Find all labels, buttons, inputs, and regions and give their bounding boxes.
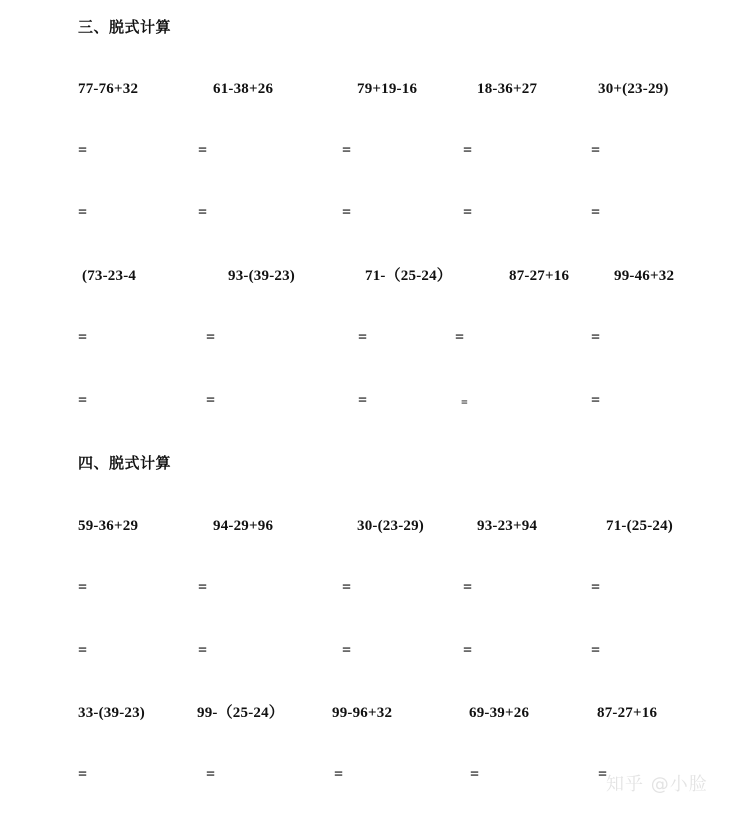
equals-sign: = xyxy=(198,142,208,159)
expression: 18-36+27 xyxy=(477,81,538,97)
equals-sign: = xyxy=(591,579,601,596)
expression: 93-23+94 xyxy=(477,518,538,534)
equals-sign: = xyxy=(78,392,88,409)
equals-sign: = xyxy=(78,204,88,221)
equals-sign: = xyxy=(206,766,216,783)
expression: 94-29+96 xyxy=(213,518,274,534)
equals-sign: = xyxy=(206,329,216,346)
equals-sign: = xyxy=(78,142,88,159)
expression: 59-36+29 xyxy=(78,518,139,534)
expression: 33-(39-23) xyxy=(78,705,145,721)
expression: 30+(23-29) xyxy=(598,81,669,97)
expression: 71-（25-24） xyxy=(365,268,452,284)
section-heading-3: 三、脱式计算 xyxy=(78,20,172,36)
expression: 93-(39-23) xyxy=(228,268,295,284)
expression: 99-46+32 xyxy=(614,268,675,284)
equals-sign: = xyxy=(78,642,88,659)
equals-sign: = xyxy=(78,329,88,346)
equals-sign: = xyxy=(463,204,473,221)
equals-sign: = xyxy=(358,392,368,409)
equals-sign: = xyxy=(591,642,601,659)
expression: 71-(25-24) xyxy=(606,518,673,534)
equals-sign: = xyxy=(463,142,473,159)
equals-sign: = xyxy=(342,204,352,221)
expression: 87-27+16 xyxy=(509,268,570,284)
equals-sign: = xyxy=(591,204,601,221)
expression: 87-27+16 xyxy=(597,705,658,721)
equals-sign: = xyxy=(342,642,352,659)
equals-sign: = xyxy=(78,579,88,596)
expression: 30-(23-29) xyxy=(357,518,424,534)
expression: 61-38+26 xyxy=(213,81,274,97)
equals-sign: = xyxy=(198,579,208,596)
expression: 69-39+26 xyxy=(469,705,530,721)
equals-sign: = xyxy=(463,642,473,659)
equals-sign: = xyxy=(78,766,88,783)
expression: (73-23-4 xyxy=(82,268,137,284)
equals-sign: = xyxy=(591,329,601,346)
equals-sign: = xyxy=(334,766,344,783)
expression: 77-76+32 xyxy=(78,81,139,97)
equals-sign: = xyxy=(463,579,473,596)
watermark: 知乎 @小脸 xyxy=(606,774,708,795)
equals-sign: = xyxy=(598,766,608,783)
equals-sign: = xyxy=(591,392,601,409)
equals-sign: = xyxy=(461,395,468,409)
equals-sign: = xyxy=(455,329,465,346)
expression: 99-96+32 xyxy=(332,705,393,721)
equals-sign: = xyxy=(198,204,208,221)
equals-sign: = xyxy=(358,329,368,346)
equals-sign: = xyxy=(591,142,601,159)
equals-sign: = xyxy=(198,642,208,659)
expression: 79+19-16 xyxy=(357,81,418,97)
section-heading-4: 四、脱式计算 xyxy=(78,456,172,472)
equals-sign: = xyxy=(206,392,216,409)
expression: 99-（25-24） xyxy=(197,705,284,721)
equals-sign: = xyxy=(470,766,480,783)
equals-sign: = xyxy=(342,579,352,596)
equals-sign: = xyxy=(342,142,352,159)
